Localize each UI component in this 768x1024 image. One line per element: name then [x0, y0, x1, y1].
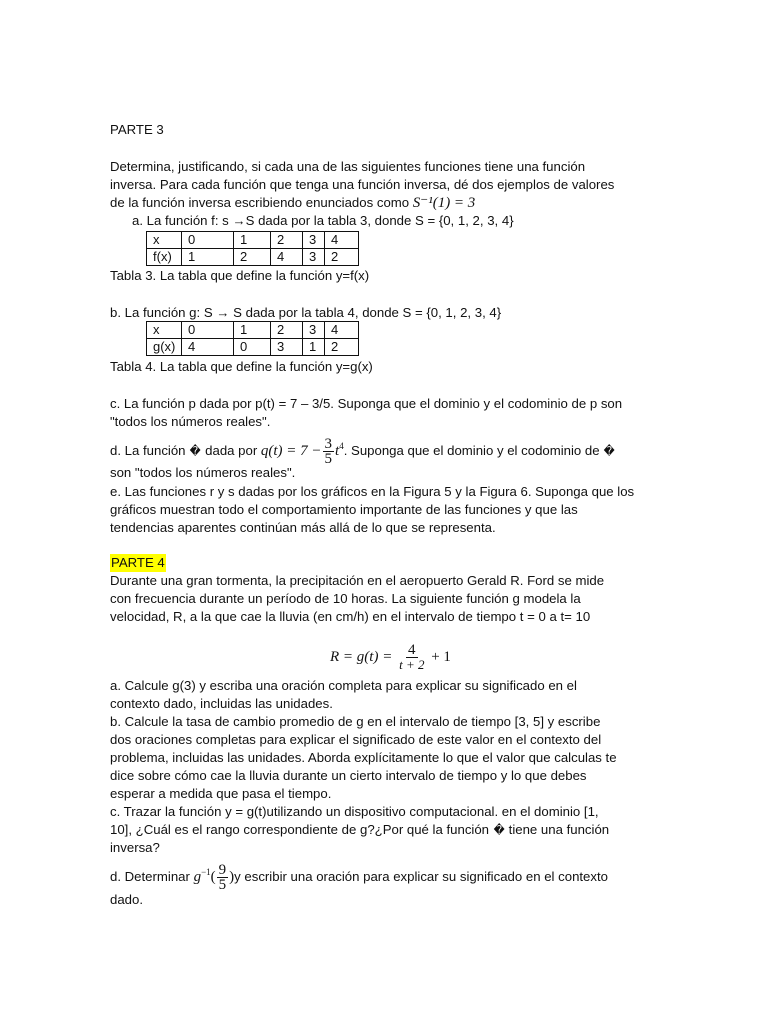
table-4	[146, 321, 359, 356]
part4-item-b-line-1: b. Calcule la tasa de cambio promedio de g en el intervalo de tiempo [3, 5] y escribe	[110, 714, 601, 729]
table-cell: 2	[271, 232, 303, 249]
part4-item-b-line-3: problema, incluidas las unidades. Aborda explícitamente lo que el valor que calculas te	[110, 750, 617, 765]
table-cell: 1	[234, 232, 271, 249]
table-4-caption: Tabla 4. La tabla que define la función y=g(x)	[110, 359, 373, 374]
table-cell: x	[147, 322, 182, 339]
part3-title: PARTE 3	[110, 122, 164, 137]
part4-intro-line-3: velocidad, R, a la que cae la lluvia (en cm/h) en el intervalo de tiempo t = 0 a t= 10	[110, 609, 591, 624]
missing-glyph: �	[493, 823, 505, 837]
part4-item-c-line-2	[110, 821, 609, 839]
missing-glyph: �	[603, 444, 615, 458]
part3-intro-line-1: Determina, justificando, si cada una de las siguientes funciones tiene una función	[110, 159, 586, 174]
table-cell: 3	[303, 232, 325, 249]
item-d-suffix: y escribir una oración para explicar su significado en el contexto	[234, 869, 608, 884]
item-c-text-a: 10], ¿Cuál es el rango correspondiente de g?¿Por qué la función	[110, 822, 493, 837]
item-d-suffix: . Suponga que el dominio y el codominio de	[343, 443, 604, 458]
formula-fraction	[397, 643, 426, 672]
table-cell: 0	[234, 339, 271, 356]
fraction-denominator: t + 2	[399, 657, 425, 673]
part4-item-c-line-1: c. Trazar la función y = g(t)utilizando un dispositivo computacional. en el dominio [1,	[110, 804, 599, 819]
table-cell: 4	[325, 322, 359, 339]
table-cell: 0	[182, 232, 234, 249]
item-d-mid: dada por	[201, 443, 261, 458]
part4-item-b-line-5: esperar a medida que pasa el tiempo.	[110, 786, 332, 801]
part3-item-e-line-3: tendencias aparentes continúan más allá de lo que se representa.	[110, 520, 496, 535]
table-cell: 4	[325, 232, 359, 249]
part4-item-c-line-3: inversa?	[110, 840, 160, 855]
table-cell: 4	[271, 249, 303, 266]
table-3-caption: Tabla 3. La tabla que define la función y=f(x)	[110, 268, 370, 283]
table-cell: 2	[325, 249, 359, 266]
table-cell: 3	[271, 339, 303, 356]
table-cell: x	[147, 232, 182, 249]
part3-item-a: a. La función f: s →S dada por la tabla 3, donde S = {0, 1, 2, 3, 4}	[132, 213, 514, 228]
table-cell: 1	[303, 339, 325, 356]
formula-rhs: + 1	[431, 649, 451, 665]
g-inverse-formula: $g^{-1}$( $\frac{9}{5}$ )	[193, 862, 235, 894]
item-c-text-b: tiene una función	[505, 822, 610, 837]
part3-item-b: b. La función g: S → S dada por la tabla 4, donde S = {0, 1, 2, 3, 4}	[110, 305, 502, 320]
part4-intro-line-2: con frecuencia durante un período de 10 horas. La siguiente función g modela la	[110, 591, 581, 606]
fraction-denominator: 5	[324, 451, 333, 468]
part4-item-d-line-2: dado.	[110, 892, 144, 907]
table-cell: 3	[303, 322, 325, 339]
part4-item-a-line-2: contexto dado, incluidas las unidades.	[110, 696, 333, 711]
fraction-numerator: 4	[408, 642, 416, 659]
part4-intro-line-1: Durante una gran tormenta, la precipitación en el aeropuerto Gerald R. Ford se mide	[110, 573, 605, 588]
q-formula-fraction	[323, 437, 335, 466]
item-d-prefix: d. Determinar	[110, 869, 194, 884]
table-cell: 3	[303, 249, 325, 266]
q-formula	[260, 436, 344, 468]
part3-item-e-line-2: gráficos muestran todo el comportamiento importante de las funciones y que las	[110, 502, 578, 517]
fraction-numerator: 3	[324, 436, 333, 453]
table-cell: 2	[325, 339, 359, 356]
part4-item-a-line-1: a. Calcule g(3) y escriba una oración completa para explicar su significado en el	[110, 678, 577, 693]
rain-rate-formula	[330, 640, 451, 674]
table-row	[147, 322, 359, 339]
table-3	[146, 231, 359, 266]
q-formula-lhs: q(t) = 7 −	[260, 443, 322, 459]
inverse-example-formula: S⁻¹(1) = 3	[412, 195, 476, 211]
table-cell: g(x)	[147, 339, 182, 356]
q-formula-exponent: 4	[339, 441, 344, 451]
table-cell: f(x)	[147, 249, 182, 266]
part4-item-b-line-4: dice sobre cómo cae la lluvia durante un cierto intervalo de tiempo y lo que debes	[110, 768, 587, 783]
formula-fn: g	[193, 869, 202, 885]
table-row	[147, 249, 359, 266]
part3-item-e-line-1: e. Las funciones r y s dadas por los gráficos en la Figura 5 y la Figura 6. Suponga que los	[110, 484, 635, 499]
fraction-denominator: 5	[218, 877, 227, 894]
part3-intro-line-3	[110, 194, 475, 212]
table-row	[147, 232, 359, 249]
missing-glyph: �	[189, 444, 201, 458]
part3-item-c-line-1: c. La función p dada por p(t) = 7 – 3/5. Suponga que el dominio y el codominio de p son	[110, 396, 623, 411]
fraction-numerator: 9	[218, 862, 227, 879]
part4-item-d-line-1	[110, 856, 608, 893]
part3-item-d-line-2: son "todos los números reales".	[110, 465, 296, 480]
part4-item-b-line-2: dos oraciones completas para explicar el significado de este valor en el contexto del	[110, 732, 602, 747]
item-d-prefix: d. La función	[110, 443, 190, 458]
part3-item-c-line-2: "todos los números reales".	[110, 414, 271, 429]
table-cell: 1	[182, 249, 234, 266]
part3-intro-line-3-text: de la función inversa escribiendo enunciados como	[110, 195, 410, 210]
table-cell: 1	[234, 322, 271, 339]
q-formula-var: t	[335, 443, 340, 459]
part3-item-d-line-1	[110, 432, 616, 466]
g-inverse-fraction	[217, 863, 229, 892]
table-cell: 2	[271, 322, 303, 339]
formula-lhs: R = g(t) =	[330, 649, 393, 665]
table-cell: 4	[182, 339, 234, 356]
table-cell: 2	[234, 249, 271, 266]
table-cell: 0	[182, 322, 234, 339]
table-row	[147, 339, 359, 356]
part4-title: PARTE 4	[111, 555, 165, 570]
part3-intro-line-2: inversa. Para cada función que tenga una función inversa, dé dos ejemplos de valores	[110, 177, 615, 192]
formula-exponent: −1	[201, 867, 211, 877]
